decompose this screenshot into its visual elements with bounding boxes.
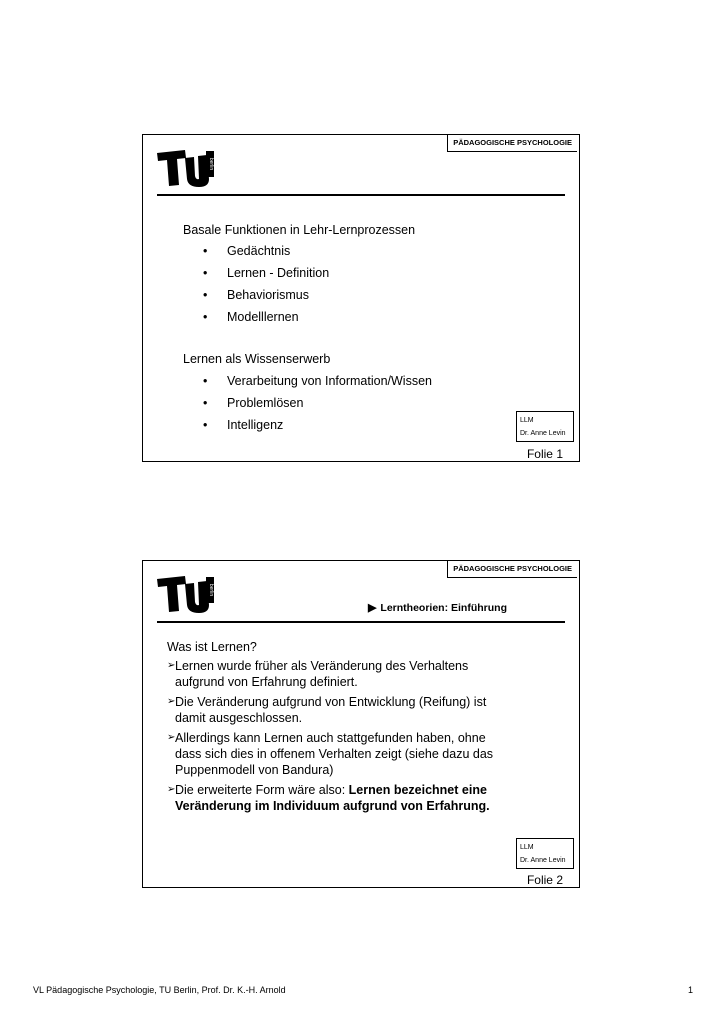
svg-text:berlin: berlin — [208, 157, 214, 171]
list-item: • Behaviorismus — [203, 288, 309, 302]
arrow-bullet-icon: ➢ — [167, 660, 176, 671]
list-item: ➢ Die Veränderung aufgrund von Entwicklung (Reifung) ist damit ausgeschlossen. — [167, 695, 487, 725]
list-item: ➢ Die erweiterte Form wäre also: Lernen bezeichnet eine Veränderung im Individuum aufgrund von Erfahrung. — [167, 783, 490, 813]
list-item: • Intelligenz — [203, 418, 284, 432]
arrow-bullet-icon: ➢ — [167, 696, 176, 707]
slide-content — [167, 639, 497, 818]
author-box: LLM Dr. Anne Levin — [516, 411, 574, 442]
department-label: PÄDAGOGISCHE PSYCHOLOGIE — [447, 561, 577, 578]
section-title-basale: Basale Funktionen in Lehr-Lernprozessen — [183, 223, 416, 237]
question-heading: Was ist Lernen? — [167, 640, 257, 654]
list-item: • Problemlösen — [203, 396, 304, 410]
slide-number: Folie 1 — [526, 447, 563, 461]
definition-bold: Lernen bezeichnet eine Veränderung im Individuum aufgrund von Erfahrung. — [175, 783, 490, 813]
footer-course-label: VL Pädagogische Psychologie, TU Berlin, Prof. Dr. K.-H. Arnold — [33, 985, 286, 995]
play-triangle-icon: ▶ — [367, 602, 377, 614]
slide-number: Folie 2 — [526, 873, 563, 887]
header-rule — [157, 194, 565, 196]
list-item: • Gedächtnis — [203, 244, 291, 258]
arrow-bullet-icon: ➢ — [167, 732, 176, 743]
list-item: • Lernen - Definition — [203, 266, 330, 280]
slide-heading: ▶ Lerntheorien: Einführung — [367, 601, 507, 614]
list-item: ➢ Allerdings kann Lernen auch stattgefunden haben, ohne dass sich dies in offenem Verhalten zeigt (siehe dazu das Puppenmodell von Bandura) — [167, 731, 494, 777]
slide-1 — [142, 134, 580, 462]
list-item: • Modelllernen — [203, 310, 299, 324]
list-item: • Verarbeitung von Information/Wissen — [203, 374, 432, 388]
list-item: ➢ Lernen wurde früher als Veränderung des Verhaltens aufgrund von Erfahrung definiert. — [167, 659, 469, 689]
svg-text:berlin: berlin — [208, 583, 214, 597]
list-wissenserwerb — [203, 370, 432, 436]
arrow-bullet-icon: ➢ — [167, 784, 176, 795]
department-label: PÄDAGOGISCHE PSYCHOLOGIE — [447, 135, 577, 152]
tu-berlin-logo-icon — [155, 575, 215, 613]
section-title-wissenserwerb: Lernen als Wissenserwerb — [183, 352, 331, 366]
slide-2 — [142, 560, 580, 888]
header-rule — [157, 621, 565, 623]
list-basale — [203, 240, 329, 328]
author-box: LLM Dr. Anne Levin — [516, 838, 574, 869]
page-number: 1 — [687, 985, 693, 995]
tu-berlin-logo-icon — [155, 149, 215, 187]
